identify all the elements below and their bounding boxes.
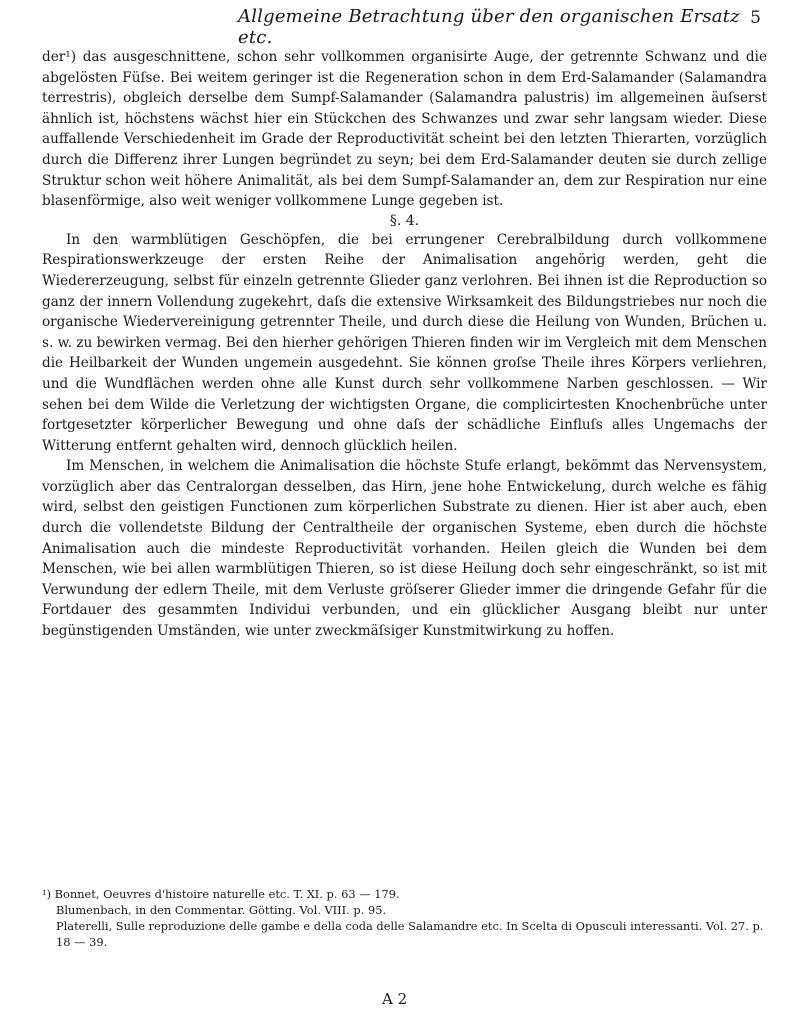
page-header bbox=[238, 6, 761, 48]
footnote-line: Platerelli, Sulle reproduzione delle gambe e della coda delle Salamandre etc. In Scelta di Opusculi interessanti. Vol. 27. p. 18 — 39. bbox=[56, 919, 764, 949]
section-heading: §. 4. bbox=[389, 212, 420, 229]
paragraph: In den warmblütigen Geschöpfen, die bei errungener Cerebralbildung durch vollkommene Respirationswerkzeuge der ersten Reihe der Animalisation angehörig werden, geht die Wiedererzeugung, selbst für einzeln getrennte Glieder ganz verlohren. Bei ihnen ist die Reproduction so ganz der innern Vollendung zugekehrt, daſs die extensive Wirksamkeit des Bildungstriebes nur noch die organische Wiedervereinigung getrennter Theile, und durch diese die Heilung von Wunden, Brüchen u. s. w. zu bewirken vermag. Bei den hierher gehörigen Thieren finden wir im Vergleich mit dem Menschen die Heilbarkeit der Wunden ungemein ausgedehnt. Sie können groſse Theile ihres Körpers verliehren, und die Wundflächen werden ohne alle Kunst durch sehr vollkommene Narben geschlossen. — Wir sehen bei dem Wilde die Verletzung der wichtigsten Organe, die complicirtesten Knochenbrüche unter fortgesetzter körperlicher Bewegung und ohne daſs der schädliche Einfluſs alles Ungemachs der Witterung entfernt gehalten wird, dennoch glücklich heilen. bbox=[42, 231, 767, 454]
paragraph: der¹) das ausgeschnittene, schon sehr vollkommen organisirte Auge, der getrennte Schwanz und die abgelösten Füſse. Bei weitem geringer ist die Regeneration schon in dem Erd-Salamander (Salamandra terrestris), obgleich derselbe dem Sumpf-Salamander (Salamandra palustris) im allgemeinen äuſserst ähnlich ist, höchstens wächst hier ein Stückchen des Schwanzes und zwar sehr langsam wieder. Diese auffallende Verschiedenheit im Grade der Reproductivität scheint bei den letzten Thierarten, vorzüglich durch die Differenz ihrer Lungen begründet zu seyn; bei dem Erd-Salamander deuten sie durch zellige Struktur schon weit höhere Animalität, als bei dem Sumpf-Salamander an, dem zur Respiration nur eine blasenförmige, also weit weniger vollkommene Lunge gegeben ist. bbox=[42, 49, 767, 210]
body-text bbox=[42, 47, 767, 642]
footnote-line: ¹) Bonnet, Oeuvres d'histoire naturelle etc. T. XI. p. 63 — 179. bbox=[42, 887, 400, 901]
footnotes bbox=[42, 886, 767, 950]
footnote-line: Blumenbach, in den Commentar. Götting. Vol. VIII. p. 95. bbox=[56, 903, 387, 917]
signature-mark: A 2 bbox=[382, 990, 408, 1008]
page-number: 5 bbox=[750, 8, 761, 28]
paragraph: Im Menschen, in welchem die Animalisation die höchste Stufe erlangt, bekömmt das Nervensystem, vorzüglich aber das Centralorgan desselben, das Hirn, jene hohe Entwickelung, durch welche es fähig wird, selbst den geistigen Functionen zum körperlichen Substrate zu dienen. Hier ist aber auch, eben durch die vollendetste Bildung der Centraltheile der organischen Systeme, eben durch die höchste Animalisation auch die mindeste Reproductivität vorhanden. Heilen gleich die Wunden bei dem Menschen, wie bei allen warmblütigen Thieren, so ist diese Heilung doch sehr eingeschränkt, so ist mit Verwundung der edlern Theile, mit dem Verluste gröſserer Glieder immer die dringende Gefahr für die Fortdauer des gesammten Individui verbunden, und ein glücklicher Ausgang bleibt nur unter begünstigenden Umständen, wie unter zweckmäſsiger Kunstmitwirkung zu hoffen. bbox=[42, 458, 767, 640]
running-head: Allgemeine Betrachtung über den organischen Ersatz etc. bbox=[238, 6, 740, 48]
